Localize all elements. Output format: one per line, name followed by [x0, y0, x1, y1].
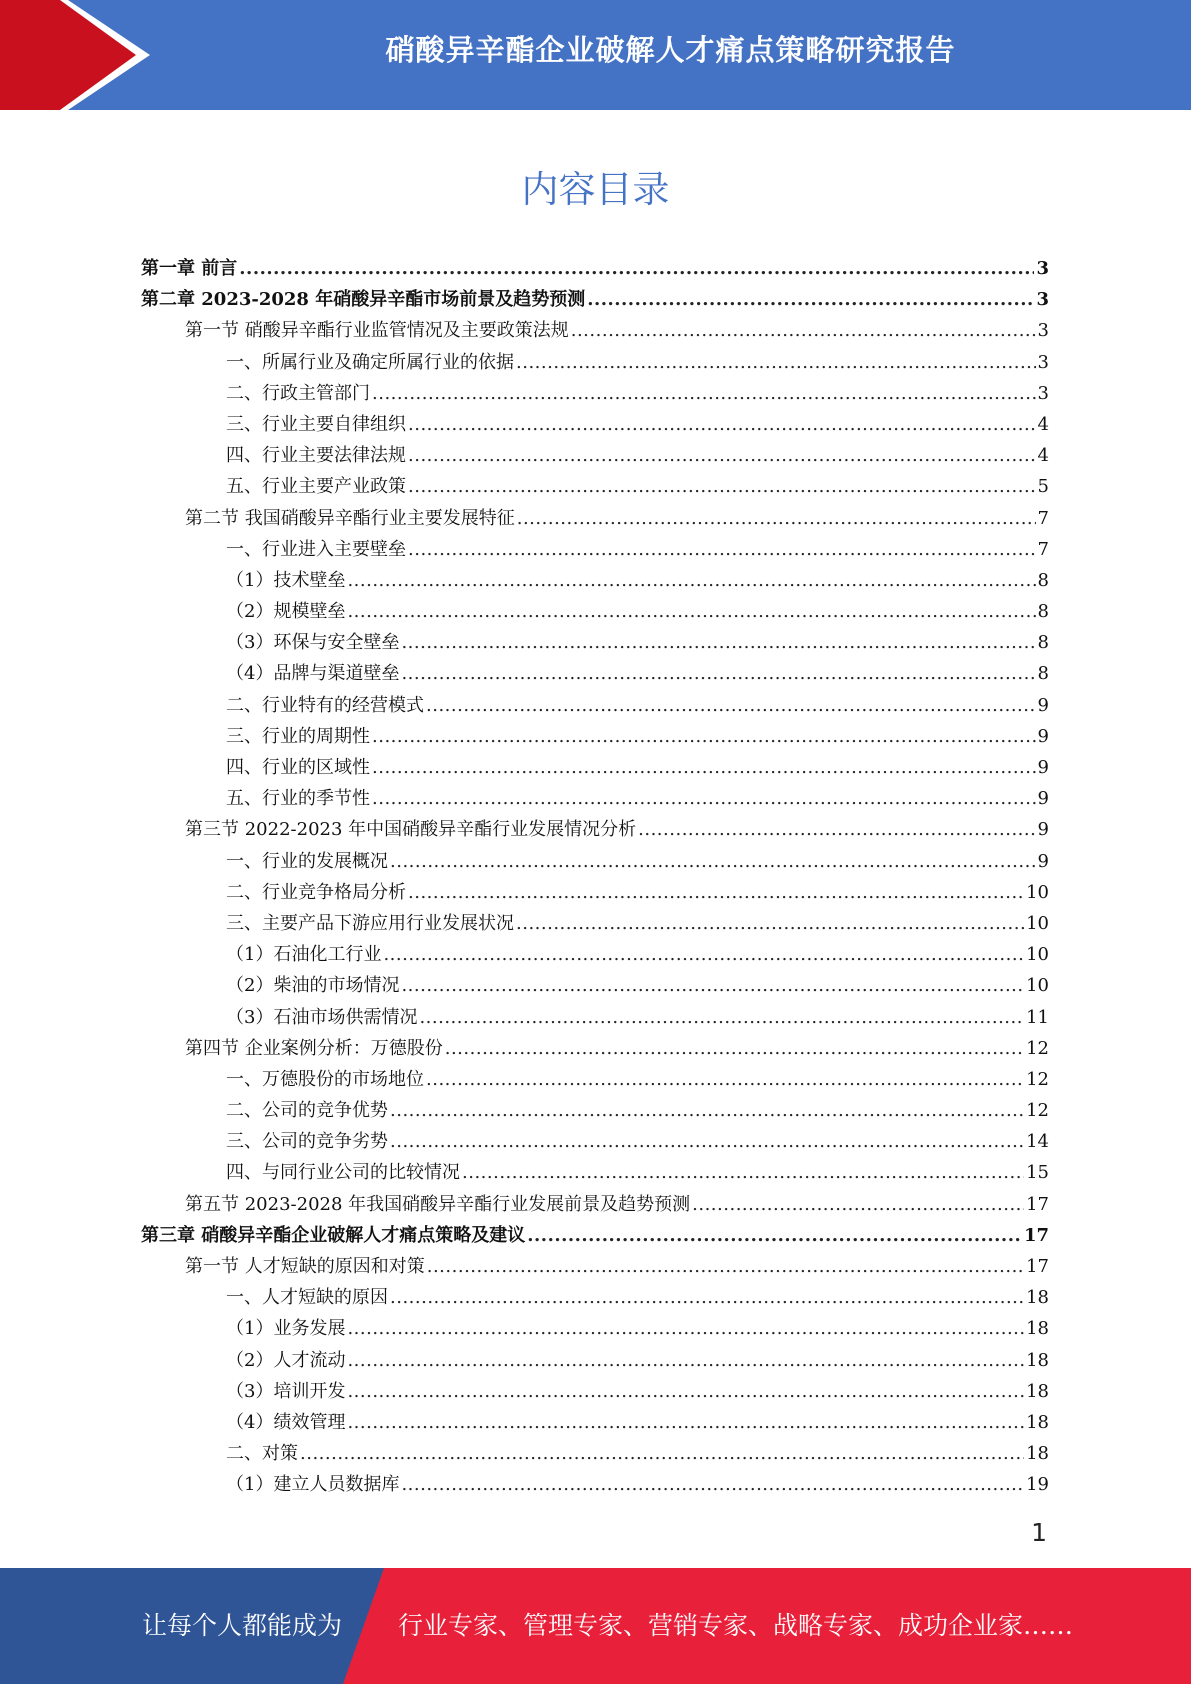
toc-entry[interactable]: [141, 1126, 1049, 1157]
dot-leader: [347, 1407, 1024, 1438]
toc-entry-title: （3）环保与安全壁垒: [226, 632, 400, 654]
toc-entry[interactable]: [141, 908, 1049, 939]
dot-leader: [462, 1157, 1024, 1188]
toc-entry-page: 11: [1026, 1006, 1049, 1028]
toc-entry[interactable]: [141, 440, 1049, 471]
toc-entry-title: 二、对策: [226, 1443, 298, 1465]
toc-entry[interactable]: [141, 939, 1049, 970]
dot-leader: [527, 1220, 1022, 1251]
toc-entry[interactable]: [141, 877, 1049, 908]
toc-entry[interactable]: [141, 1033, 1049, 1064]
toc-entry-title: 四、与同行业公司的比较情况: [226, 1162, 460, 1184]
toc-entry[interactable]: [141, 1438, 1049, 1469]
toc-entry-page: 8: [1037, 569, 1049, 591]
dot-leader: [408, 471, 1036, 502]
dot-leader: [347, 1345, 1024, 1376]
toc-entry-page: 18: [1026, 1411, 1049, 1433]
toc-entry-title: 三、行业的周期性: [226, 725, 370, 747]
toc-entry-page: 9: [1037, 850, 1049, 872]
toc-entry-page: 9: [1037, 757, 1049, 778]
toc-entry[interactable]: [141, 1313, 1049, 1344]
toc-entry-title: （3）培训开发: [226, 1380, 346, 1402]
toc-entry-page: 18: [1026, 1318, 1049, 1340]
toc-entry-page: 4: [1037, 445, 1049, 467]
toc-entry[interactable]: [141, 1469, 1049, 1500]
dot-leader: [401, 1469, 1024, 1500]
toc-entry-page: 3: [1037, 320, 1049, 342]
toc-entry-title: 第一节 人才短缺的原因和对策: [185, 1256, 425, 1277]
dot-leader: [347, 596, 1035, 627]
report-title: 硝酸异辛酯企业破解人才痛点策略研究报告: [385, 33, 956, 67]
toc-entry[interactable]: [141, 783, 1049, 814]
toc-entry-title: 一、人才短缺的原因: [226, 1287, 388, 1309]
dot-leader: [517, 503, 1036, 534]
toc-entry[interactable]: [141, 315, 1049, 346]
toc-entry-page: 7: [1037, 538, 1049, 560]
toc-entry-title: 第三节 2022-2023 年中国硝酸异辛酯行业发展情况分析: [185, 819, 637, 841]
toc-entry[interactable]: [141, 1064, 1049, 1095]
toc-entry-page: 10: [1026, 975, 1049, 997]
dot-leader: [347, 1313, 1024, 1344]
dot-leader: [390, 1282, 1024, 1313]
toc-entry-page: 7: [1037, 507, 1049, 529]
toc-entry-page: 8: [1037, 632, 1049, 654]
toc-entry-title: 二、公司的竞争优势: [226, 1100, 388, 1122]
dot-leader: [383, 939, 1024, 970]
toc-entry-page: 17: [1026, 1193, 1049, 1215]
dot-leader: [372, 783, 1036, 814]
dot-leader: [390, 1126, 1024, 1157]
dot-leader: [419, 1002, 1024, 1033]
arrow-icon: [0, 0, 150, 110]
dot-leader: [587, 284, 1034, 315]
toc-entry-title: （3）石油市场供需情况: [226, 1006, 418, 1028]
page-header: [0, 0, 1191, 110]
dot-leader: [692, 1189, 1024, 1220]
toc-entry[interactable]: [141, 1095, 1049, 1126]
toc-entry[interactable]: [141, 503, 1049, 534]
toc-entry-title: 第二节 我国硝酸异辛酯行业主要发展特征: [185, 507, 515, 529]
dot-leader: [390, 846, 1036, 877]
dot-leader: [347, 565, 1035, 596]
table-of-contents: [141, 253, 1049, 1501]
toc-entry-page: 14: [1026, 1131, 1049, 1153]
dot-leader: [300, 1438, 1024, 1469]
toc-entry[interactable]: [141, 690, 1049, 721]
toc-entry-page: 10: [1026, 881, 1049, 903]
toc-entry-title: 第五节 2023-2028 年我国硝酸异辛酯行业发展前景及趋势预测: [185, 1193, 691, 1215]
dot-leader: [408, 877, 1024, 908]
toc-entry[interactable]: [141, 1220, 1049, 1251]
toc-entry-page: 12: [1026, 1037, 1049, 1059]
dot-leader: [401, 970, 1024, 1001]
dot-leader: [426, 1064, 1024, 1095]
toc-entry-title: 第三章 硝酸异辛酯企业破解人才痛点策略及建议: [141, 1224, 526, 1246]
toc-entry-title: （2）人才流动: [226, 1349, 346, 1371]
dot-leader: [390, 1095, 1024, 1126]
toc-entry-title: 一、行业进入主要壁垒: [226, 538, 406, 560]
toc-entry-page: 19: [1026, 1474, 1049, 1496]
toc-entry[interactable]: [141, 721, 1049, 752]
toc-entry-page: 9: [1037, 819, 1049, 841]
toc-entry[interactable]: [141, 1157, 1049, 1188]
toc-entry-title: （4）品牌与渠道壁垒: [226, 663, 400, 685]
toc-entry[interactable]: [141, 596, 1049, 627]
page-number: 1: [1031, 1518, 1047, 1547]
dot-leader: [372, 721, 1036, 752]
toc-entry-page: 18: [1026, 1443, 1049, 1465]
toc-entry-page: 15: [1026, 1162, 1049, 1184]
toc-entry-title: （2）柴油的市场情况: [226, 975, 400, 997]
dot-leader: [516, 347, 1036, 378]
toc-entry-title: 五、行业主要产业政策: [226, 476, 406, 498]
toc-entry[interactable]: [141, 752, 1049, 783]
toc-entry-page: 17: [1023, 1224, 1049, 1246]
toc-entry[interactable]: [141, 565, 1049, 596]
toc-entry-title: 一、万德股份的市场地位: [226, 1068, 424, 1090]
toc-entry-page: 3: [1036, 289, 1049, 311]
toc-entry-page: 8: [1037, 601, 1049, 623]
toc-entry[interactable]: [141, 378, 1049, 409]
toc-entry[interactable]: [141, 814, 1049, 845]
dot-leader: [401, 627, 1035, 658]
toc-entry[interactable]: [141, 1251, 1049, 1282]
dot-leader: [408, 534, 1036, 565]
toc-entry[interactable]: [141, 1345, 1049, 1376]
toc-entry-title: 二、行业竞争格局分析: [226, 881, 406, 903]
toc-entry-title: 第四节 企业案例分析：万德股份: [185, 1037, 443, 1059]
toc-entry[interactable]: [141, 970, 1049, 1001]
toc-entry-title: （1）业务发展: [226, 1318, 346, 1340]
toc-entry-title: （4）绩效管理: [226, 1411, 346, 1433]
footer-slogan-right: 行业专家、管理专家、营销专家、战略专家、成功企业家……: [398, 1611, 1074, 1640]
toc-entry[interactable]: [141, 1376, 1049, 1407]
toc-entry-title: 四、行业主要法律法规: [226, 445, 406, 467]
toc-entry-page: 8: [1037, 663, 1049, 685]
toc-heading: 内容目录: [521, 168, 670, 211]
toc-entry-title: （1）石油化工行业: [226, 944, 382, 966]
page-footer: [0, 1568, 1191, 1684]
toc-entry-title: 第二章 2023-2028 年硝酸异辛酯市场前景及趋势预测: [141, 289, 586, 311]
toc-entry[interactable]: [141, 627, 1049, 658]
dot-leader: [408, 409, 1036, 440]
toc-entry-page: 3: [1037, 382, 1049, 404]
dot-leader: [426, 690, 1036, 721]
toc-entry-page: 12: [1026, 1100, 1049, 1122]
toc-entry[interactable]: [141, 658, 1049, 689]
toc-entry[interactable]: [141, 534, 1049, 565]
toc-entry-page: 9: [1037, 788, 1049, 810]
toc-entry-title: 三、行业主要自律组织: [226, 413, 406, 435]
toc-entry-page: 18: [1026, 1349, 1049, 1371]
toc-entry[interactable]: [141, 1282, 1049, 1313]
toc-entry[interactable]: [141, 1002, 1049, 1033]
toc-entry[interactable]: [141, 347, 1049, 378]
toc-entry-page: 17: [1026, 1256, 1049, 1277]
toc-entry-page: 12: [1026, 1068, 1049, 1090]
dot-leader: [408, 440, 1036, 471]
toc-entry-title: 三、主要产品下游应用行业发展状况: [226, 912, 514, 934]
dot-leader: [347, 1376, 1024, 1407]
toc-entry-title: 四、行业的区域性: [226, 757, 370, 778]
toc-entry-title: 第一节 硝酸异辛酯行业监管情况及主要政策法规: [185, 320, 569, 342]
dot-leader: [427, 1251, 1024, 1282]
dot-leader: [516, 908, 1024, 939]
toc-entry-page: 10: [1026, 912, 1049, 934]
toc-entry-page: 10: [1026, 944, 1049, 966]
toc-entry-page: 3: [1036, 258, 1049, 279]
dot-leader: [571, 315, 1036, 346]
toc-entry-title: 一、行业的发展概况: [226, 850, 388, 872]
toc-entry-title: 第一章 前言: [141, 258, 238, 279]
toc-entry-title: 五、行业的季节性: [226, 788, 370, 810]
toc-entry-title: 二、行业特有的经营模式: [226, 694, 424, 716]
toc-entry[interactable]: [141, 846, 1049, 877]
toc-entry-page: 9: [1037, 694, 1049, 716]
dot-leader: [372, 378, 1036, 409]
toc-entry[interactable]: [141, 1189, 1049, 1220]
toc-entry[interactable]: [141, 409, 1049, 440]
dot-leader: [638, 814, 1035, 845]
toc-entry[interactable]: [141, 253, 1049, 284]
dot-leader: [372, 752, 1036, 783]
toc-entry-title: （1）技术壁垒: [226, 569, 346, 591]
toc-entry-page: 3: [1037, 351, 1049, 373]
toc-entry-title: （2）规模壁垒: [226, 601, 346, 623]
toc-entry-title: 三、公司的竞争劣势: [226, 1131, 388, 1153]
toc-entry-page: 18: [1026, 1380, 1049, 1402]
toc-entry[interactable]: [141, 284, 1049, 315]
dot-leader: [401, 658, 1035, 689]
toc-entry[interactable]: [141, 471, 1049, 502]
dot-leader: [239, 253, 1034, 284]
toc-entry-title: 二、行政主管部门: [226, 382, 370, 404]
toc-entry-page: 5: [1037, 476, 1049, 498]
toc-entry-page: 9: [1037, 725, 1049, 747]
dot-leader: [445, 1033, 1024, 1064]
toc-entry-title: （1）建立人员数据库: [226, 1474, 400, 1496]
toc-entry[interactable]: [141, 1407, 1049, 1438]
toc-entry-page: 4: [1037, 413, 1049, 435]
toc-entry-page: 18: [1026, 1287, 1049, 1309]
toc-entry-title: 一、所属行业及确定所属行业的依据: [226, 351, 514, 373]
footer-slogan-left: 让每个人都能成为: [142, 1611, 343, 1640]
